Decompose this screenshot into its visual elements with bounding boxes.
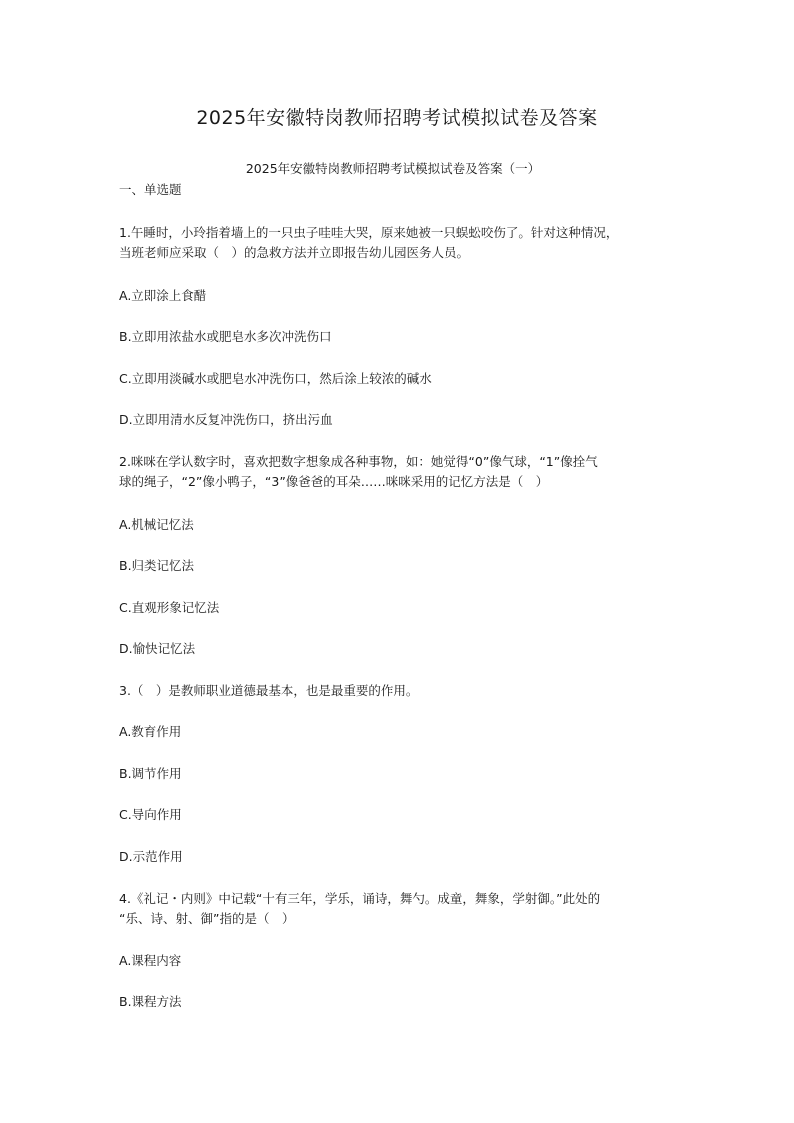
question-2-option-b: B.归类记忆法: [119, 558, 195, 573]
question-1-option-a: A.立即涂上食醋: [119, 288, 207, 303]
question-3-option-b: B.调节作用: [119, 766, 182, 781]
question-4-option-b: B.课程方法: [119, 994, 182, 1009]
question-3-option-d: D.示范作用: [119, 849, 183, 864]
question-1-stem-line-2: 当班老师应采取（ ）的急救方法并立即报告幼儿园医务人员。: [119, 245, 470, 260]
document-title: 2025年安徽特岗教师招聘考试模拟试卷及答案: [196, 107, 598, 129]
question-2-option-d: D.愉快记忆法: [119, 641, 196, 656]
question-2-option-c: C.直观形象记忆法: [119, 600, 220, 615]
document-subtitle: 2025年安徽特岗教师招聘考试模拟试卷及答案（一）: [245, 161, 541, 176]
question-4-option-a: A.课程内容: [119, 953, 182, 968]
question-2-option-a: A.机械记忆法: [119, 517, 194, 532]
question-2-stem-line-2: 球的绳子，“2”像小鸭子，“3”像爸爸的耳朵……咪咪采用的记忆方法是（ ）: [119, 474, 549, 489]
question-3-option-c: C.导向作用: [119, 807, 182, 822]
question-1-option-b: B.立即用浓盐水或肥皂水多次冲洗伤口: [119, 329, 332, 344]
question-4-stem-line-2: “乐、诗、射、御”指的是（ ）: [119, 911, 295, 926]
question-3-stem-line-1: 3.（ ）是教师职业道德最基本，也是最重要的作用。: [119, 683, 419, 698]
question-3-option-a: A.教育作用: [119, 724, 182, 739]
section-heading: 一、单选题: [119, 182, 182, 197]
question-1-option-d: D.立即用清水反复冲洗伤口，挤出污血: [119, 412, 333, 427]
question-2-stem-line-1: 2.咪咪在学认数字时，喜欢把数字想象成各种事物，如：她觉得“0”像气球，“1”像拴气: [119, 454, 598, 469]
question-1-stem-line-1: 1.午睡时，小玲指着墙上的一只虫子哇哇大哭，原来她被一只蜈蚣咬伤了。针对这种情况，: [119, 225, 619, 240]
question-4-stem-line-1: 4.《礼记・内则》中记载“十有三年，学乐，诵诗，舞勺。成童，舞象，学射御。”此处的: [119, 891, 601, 906]
question-1-option-c: C.立即用淡碱水或肥皂水冲洗伤口，然后涂上较浓的碱水: [119, 371, 432, 386]
